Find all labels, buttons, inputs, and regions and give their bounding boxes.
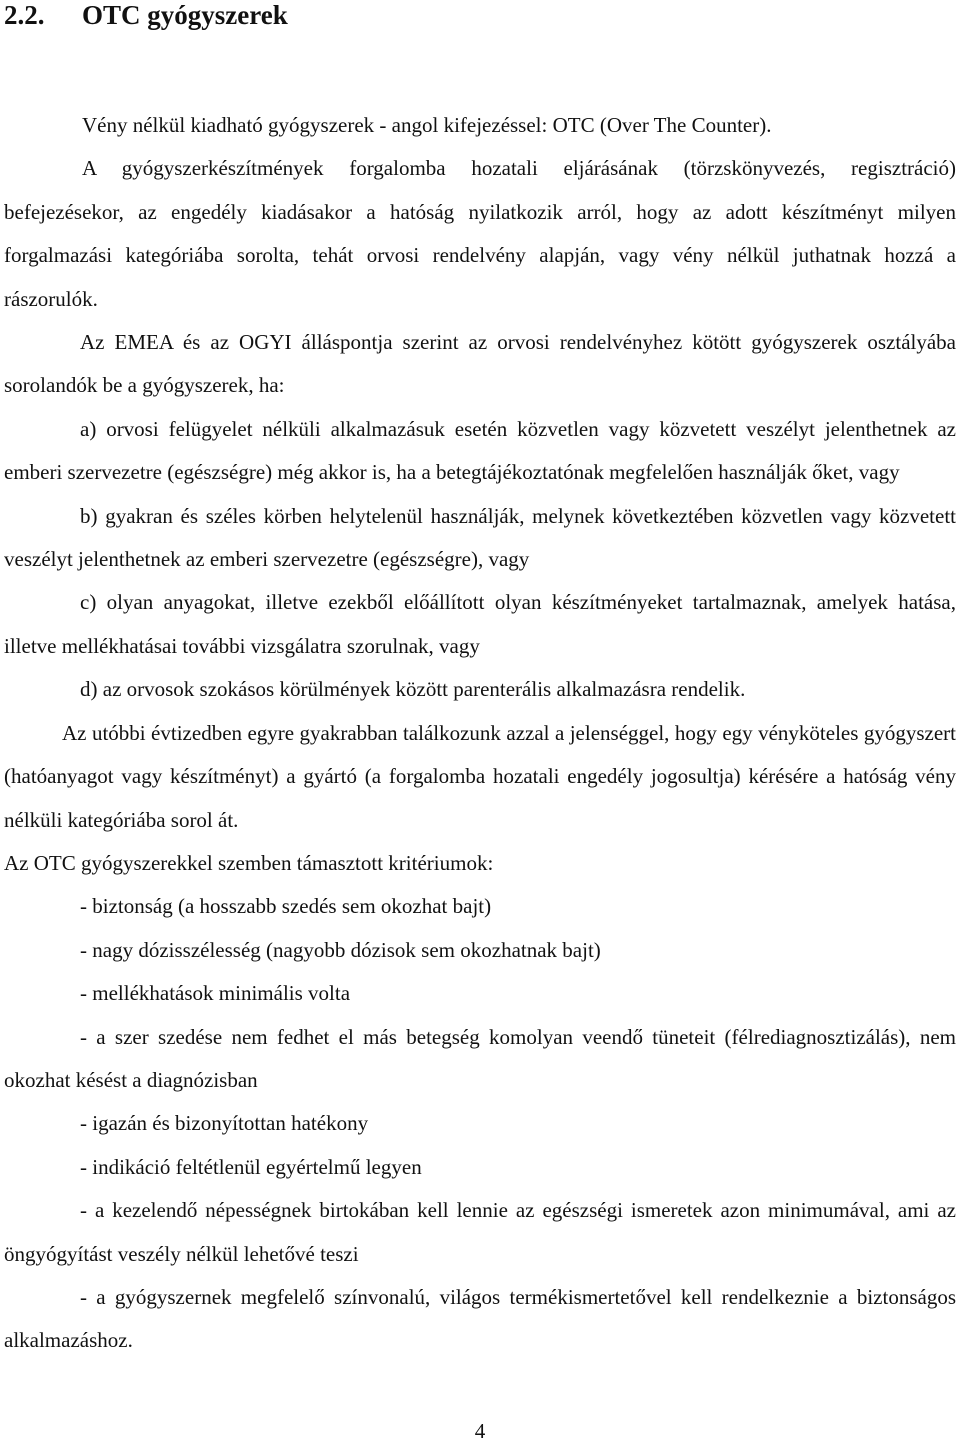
criteria-item: - a kezelendő népességnek birtokában kell lennie az egészségi ismeretek azon minimumával, ami az öngyógyítást veszély nélkül lehetővé teszi [4,1198,956,1266]
criteria-item: - indikáció feltétlenül egyértelmű legyen [80,1154,422,1179]
criteria-item: - mellékhatások minimális volta [80,981,351,1006]
body-text [4,104,956,1363]
criteria-intro: Az OTC gyógyszerekkel szemben támasztott kritériumok: [4,850,494,875]
paragraph-otc-definition: Vény nélkül kiadható gyógyszerek - angol kifejezéssel: OTC (Over The Counter). [82,113,772,137]
page-number: 4 [474,1419,486,1443]
section-title: OTC gyógyszerek [82,0,288,30]
condition-b: b) gyakran és széles körben helytelenül használják, melynek következtében közvetlen vagy közvetett veszélyt jelenthetnek az emberi szervezetre (egészségre), vagy [4,503,956,572]
paragraph-reclassification: Az utóbbi évtizedben egyre gyakrabban találkozunk azzal a jelenséggel, hogy egy vényköteles gyógyszert (hatóanyagot vagy készítményt) a gyártó (a forgalomba hozatali engedély jogosultja) kérésére a hatóság vény nélküli kategóriába sorol át. [4,720,956,832]
condition-c: c) olyan anyagokat, illetve ezekből előállított olyan készítményeket tartalmaznak, amelyek hatása, illetve mellékhatásai további vizsgálatra szorulnak, vagy [4,590,956,658]
condition-a: a) orvosi felügyelet nélküli alkalmazásuk esetén közvetlen vagy közvetett veszélyt jelenthetnek az emberi szervezetre (egészségre) még akkor is, ha a betegtájékoztatónak megfelelően használják őket, vagy [4,416,956,485]
criteria-item: - a szer szedése nem fedhet el más betegség komolyan veendő tüneteit (félrediagnosztizálás), nem okozhat késést a diagnózisban [4,1024,956,1092]
paragraph-emea-ogyi: Az EMEA és az OGYI álláspontja szerint az orvosi rendelvényhez kötött gyógyszerek osztályába sorolandók be a gyógyszerek, ha: [4,330,956,398]
criteria-item: - a gyógyszernek megfelelő színvonalú, világos termékismertetővel kell rendelkeznie a biztonságos alkalmazáshoz. [4,1284,956,1353]
paragraph-registration: A gyógyszerkészítmények forgalomba hozatali eljárásának (törzskönyvezés, regisztráció) befejezésekor, az engedély kiadásakor a hatóság nyilatkozik arról, hogy az adott készítményt milyen forgalmazási kategóriába sorolta, tehát orvosi rendelvény alapján, vagy vény nélkül juthatnak hozzá a rászorulók. [4,156,956,311]
criteria-item: - biztonság (a hosszabb szedés sem okozhat bajt) [80,894,492,919]
criteria-item: - nagy dózisszélesség (nagyobb dózisok sem okozhatnak bajt) [80,937,601,962]
criteria-item: - igazán és bizonyítottan hatékony [80,1111,369,1136]
condition-d: d) az orvosok szokásos körülmények között parenterális alkalmazásra rendelik. [80,677,746,702]
section-heading [4,0,288,30]
section-number: 2.2. [4,0,45,30]
